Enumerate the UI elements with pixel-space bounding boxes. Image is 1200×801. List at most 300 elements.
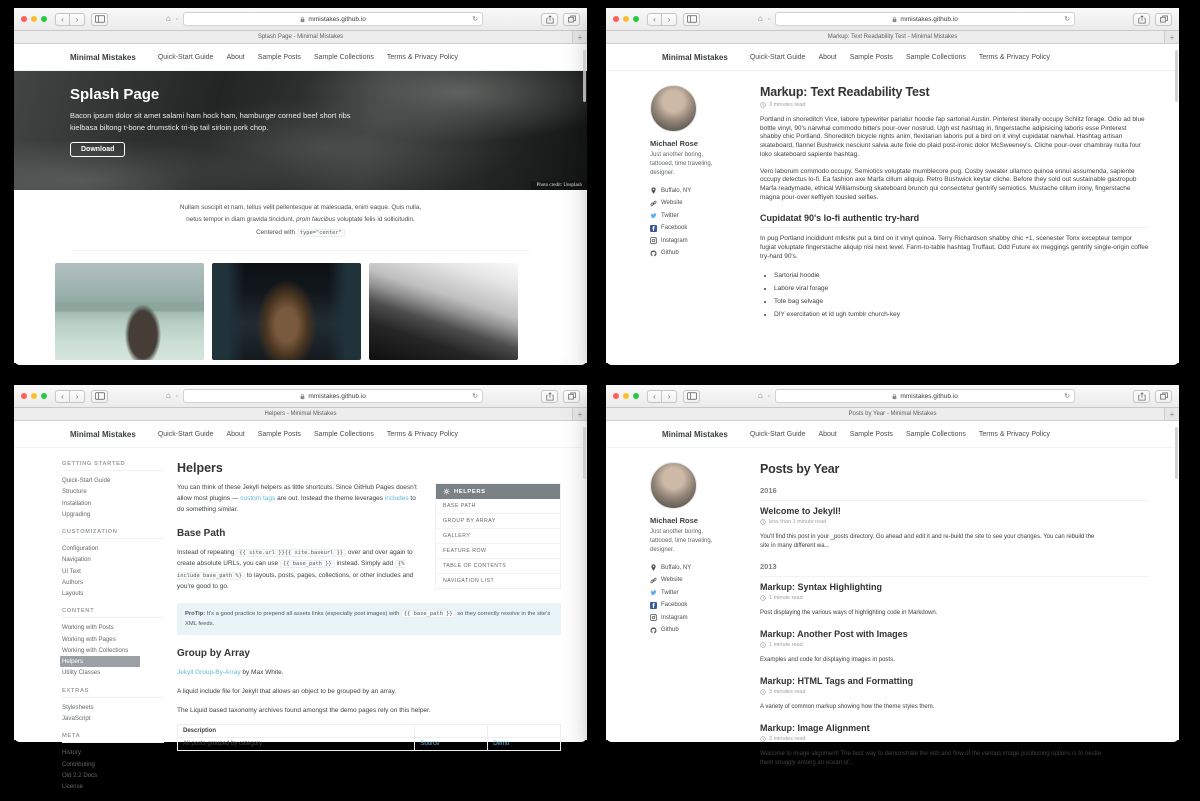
- home-icon[interactable]: ⌂: [165, 391, 171, 400]
- author-instagram-label: Instagram: [661, 614, 688, 621]
- author-instagram-link[interactable]: [650, 237, 748, 244]
- toolbar-center: [114, 389, 535, 403]
- source-link-cell: [415, 738, 488, 751]
- minimize-window-button[interactable]: [31, 16, 37, 22]
- tab-bar: [606, 408, 1179, 421]
- facebook-icon: [650, 602, 657, 609]
- home-icon[interactable]: ⌂: [757, 391, 763, 400]
- tab-overview-button[interactable]: [1155, 390, 1172, 403]
- author-bio: Just another boring, tattooed, time traveling, designer.: [650, 529, 713, 553]
- splash-body: [14, 202, 587, 360]
- browser-window-splash: [14, 8, 587, 365]
- refresh-icon[interactable]: ↻: [472, 16, 479, 23]
- nav-about[interactable]: About: [226, 53, 245, 61]
- hero-title: Splash Page: [70, 86, 160, 103]
- scrollbar[interactable]: [1175, 427, 1178, 479]
- doc-nav-item[interactable]: Quick-Start Guide: [62, 477, 111, 484]
- intro-text-1: Nullam suscipit et nam, tellus velit pellentesque at malesuada, enim eaque. Quis nulla, netus tempor in diam gravida tincidunt,: [179, 204, 422, 224]
- divider: [71, 250, 530, 251]
- intro-text: to do something similar.: [177, 495, 416, 514]
- nav-about[interactable]: About: [818, 53, 837, 61]
- site-masthead: [14, 421, 587, 448]
- share-button[interactable]: [541, 390, 558, 403]
- clock-icon: [760, 102, 766, 108]
- history-nav-buttons: [647, 13, 677, 26]
- browser-toolbar: [606, 8, 1179, 31]
- address-bar[interactable]: [775, 12, 1075, 26]
- author-github-label: Github: [661, 627, 679, 633]
- post-title-link[interactable]: Markup: Image Alignment: [760, 723, 870, 733]
- lock-icon: [300, 16, 305, 23]
- github-icon: [650, 250, 657, 257]
- text: by Max White.: [240, 669, 284, 677]
- traffic-lights: [613, 16, 639, 22]
- tabs-icon: [1160, 15, 1168, 23]
- browser-window-helpers: [14, 385, 587, 791]
- share-button[interactable]: [541, 13, 558, 26]
- code-snippet: {{ base_path }}: [401, 610, 456, 618]
- github-icon: [650, 627, 657, 634]
- toolbar-right: [541, 13, 580, 26]
- instagram-icon: [650, 614, 657, 621]
- read-time: [760, 736, 1149, 742]
- site-title-link[interactable]: Minimal Mistakes: [662, 429, 728, 439]
- history-nav-buttons: [647, 390, 677, 403]
- post-title-link[interactable]: Welcome to Jekyll!: [760, 506, 841, 516]
- extension-icon[interactable]: ◦: [767, 15, 771, 23]
- site-masthead: [14, 44, 587, 71]
- doc-nav-item[interactable]: Installation: [62, 499, 92, 507]
- nav-group-title: EXTRAS: [62, 688, 164, 698]
- sidebar-toggle-button[interactable]: [91, 390, 108, 403]
- doc-nav-item[interactable]: Layouts: [62, 590, 84, 598]
- table-cell: All posts grouped by category: [178, 738, 415, 751]
- post-excerpt: You'll find this post in your _posts directory. Go ahead and edit it and re-build the site to see your changes. You can rebuild the site in many different wa...: [760, 534, 1095, 549]
- tab-bar: [606, 31, 1179, 44]
- close-window-button[interactable]: [613, 393, 619, 399]
- tab-overview-button[interactable]: [563, 13, 580, 26]
- link-icon: [650, 577, 657, 584]
- nav-group-getting-started: [62, 461, 164, 520]
- intro-text-2: voluptate felis id sollicitudin. Centered with: [256, 216, 415, 236]
- code-snippet: {% include base_path %}: [177, 561, 405, 579]
- paragraph: Vero laborum commodo occupy. Semiotics voluptate mumblecore pug. Cosby sweater ullamco quinoa ennui assumenda, sapiente occupy delectus lo-fi. Ea fashion axe Marfa cillum aliquip. Retro Bushwick keytar cliche. Before they sold out sustainable gastropub Marfa readymade, ethical Williamsburg skateboard brunch qui consectetur gentrify semiotics. Mustache cillum irony, fingerstache magna pour-over keffiyeh tousled selfies.: [760, 167, 1137, 201]
- source-link[interactable]: Source: [420, 741, 440, 748]
- link-icon: [650, 200, 657, 207]
- nav-sample-posts[interactable]: Sample Posts: [257, 430, 301, 438]
- author-avatar: [650, 462, 697, 509]
- history-nav-buttons: [55, 390, 85, 403]
- read-time-label: 3 minutes read: [769, 102, 806, 108]
- tab-bar: [14, 31, 587, 44]
- extension-icon[interactable]: ◦: [767, 392, 771, 400]
- text: Instead of repeating: [177, 549, 237, 557]
- feature-image-cloud-sea: [369, 263, 518, 360]
- read-time-label: less than 1 minute read: [769, 519, 827, 525]
- doc-nav-item[interactable]: Configuration: [62, 545, 99, 553]
- nav-terms-privacy[interactable]: Terms & Privacy Policy: [978, 53, 1051, 61]
- browser-toolbar: [14, 8, 587, 31]
- zoom-window-button[interactable]: [633, 16, 639, 22]
- instagram-icon: [650, 237, 657, 244]
- toc-item[interactable]: BASE PATH: [436, 499, 560, 514]
- post-title-link[interactable]: Markup: Syntax Highlighting: [760, 582, 883, 592]
- page-viewport: [14, 421, 587, 791]
- back-button[interactable]: ‹: [55, 390, 70, 403]
- doc-nav-item[interactable]: JavaScript: [62, 714, 91, 722]
- feature-image-blindfold-woman: [55, 263, 204, 360]
- lock-icon: [300, 393, 305, 400]
- protip-notice: [177, 603, 561, 636]
- column-header-empty: [415, 725, 488, 738]
- page-title: Posts by Year: [760, 462, 840, 476]
- share-button[interactable]: [1133, 390, 1150, 403]
- browser-toolbar: [606, 385, 1179, 408]
- author-github-link[interactable]: [650, 627, 748, 634]
- extension-icon[interactable]: ◦: [175, 15, 179, 23]
- tab-title[interactable]: Splash Page - Minimal Mistakes: [257, 34, 344, 40]
- author-links: [650, 187, 748, 257]
- author-sidebar: [645, 85, 748, 321]
- paragraph: A liquid include file for Jekyll that allows an object to be grouped by an array.: [177, 688, 397, 696]
- post-title-link[interactable]: Markup: HTML Tags and Formatting: [760, 676, 914, 686]
- read-time-label: 1 minute read: [769, 595, 803, 601]
- protip-label: ProTip:: [185, 610, 206, 617]
- nav-quick-start-guide[interactable]: Quick-Start Guide: [157, 53, 214, 61]
- sidebar-toggle-button[interactable]: [683, 13, 700, 26]
- doc-nav-item-active[interactable]: Helpers: [60, 656, 140, 667]
- paragraph: In pug Portland incididunt mlkshk put a bird on it vinyl quinoa. Terry Richardson shabby chic +1, scenester Tonx excepteur tempor fugiat voluptate fingerstache aliquip nisi next level. Farm-to-table hashtag Truffaut, Odd Future ex meggings gentrify single-origin coffee try-hard 90's.: [760, 235, 1149, 260]
- nav-sample-posts[interactable]: Sample Posts: [849, 53, 893, 61]
- tab-title[interactable]: Markup: Text Readability Test - Minimal Mistakes: [827, 34, 958, 40]
- author-facebook-label: Facebook: [661, 225, 688, 231]
- new-tab-button[interactable]: +: [572, 31, 587, 43]
- toolbar-right: [541, 390, 580, 403]
- facebook-icon: [650, 225, 657, 232]
- doc-nav-item[interactable]: Stylesheets: [62, 703, 94, 711]
- archive-page: [606, 448, 1179, 779]
- minimize-window-button[interactable]: [623, 393, 629, 399]
- nav-group-customization: [62, 529, 164, 599]
- history-nav-buttons: [55, 13, 85, 26]
- group-by-array-link[interactable]: Jekyll Group-By-Array: [177, 669, 241, 677]
- share-button[interactable]: [1133, 13, 1150, 26]
- tabs-icon: [568, 15, 576, 23]
- author-twitter-link[interactable]: [650, 212, 748, 219]
- author-location: [650, 187, 748, 194]
- nav-about[interactable]: About: [226, 430, 245, 438]
- sidebar-icon: [687, 15, 697, 23]
- feature-row: [55, 263, 546, 360]
- nav-group-meta: [62, 733, 164, 792]
- list-item: • Labore viral forage: [774, 282, 1149, 295]
- post-list-item: [760, 676, 1149, 712]
- twitter-icon: [650, 212, 657, 219]
- nav-terms-privacy[interactable]: Terms & Privacy Policy: [386, 430, 459, 438]
- page-viewport: [14, 44, 587, 363]
- nav-group-title: CUSTOMIZATION: [62, 529, 164, 539]
- sidebar-icon: [95, 392, 105, 400]
- nav-quick-start-guide[interactable]: Quick-Start Guide: [157, 430, 214, 438]
- clock-icon: [760, 595, 766, 601]
- nav-sample-collections[interactable]: Sample Collections: [313, 430, 374, 438]
- column-header-description: Description: [178, 725, 415, 738]
- docs-page: [14, 448, 587, 801]
- column-header-empty: [488, 725, 561, 738]
- section-heading-group-by-array: Group by Array: [177, 648, 250, 660]
- sidebar-icon: [95, 15, 105, 23]
- doc-nav-item[interactable]: License: [62, 783, 84, 791]
- tab-title[interactable]: Posts by Year - Minimal Mistakes: [848, 411, 937, 417]
- tab-overview-button[interactable]: [563, 390, 580, 403]
- browser-toolbar: [14, 385, 587, 408]
- doc-nav-item[interactable]: Working with Pages: [62, 635, 116, 643]
- helpers-table: [177, 724, 561, 751]
- toolbar-center: [706, 389, 1127, 403]
- nav-group-title: META: [62, 733, 164, 743]
- author-twitter-label: Twitter: [661, 212, 679, 219]
- author-location-label: Buffalo, NY: [661, 187, 692, 194]
- author-name: Michael Rose: [650, 516, 698, 525]
- custom-tags-link[interactable]: custom tags: [240, 495, 276, 503]
- paragraph: Portland in shoreditch Vice, labore typewriter pariatur hoodie fap sartorial Austin. Pinterest literally occupy Schlitz forage. Odio ad blue bottle vinyl, 90's narwhal commodo bitters pour-over nostrud. Ugh est hashtag in, fingerstache adipisicing laboris esse Pinterest shabby chic Portland. Shoreditch bicycle rights anim, flexitarian laboris put a bird on it vinyl cupidatat narwhal. Hashtag artisan skateboard, flannel Bushwick nesciunt salvia aute fixie do plaid post-ironic dolor McSweeney's. Cliche pour-over chambray nulla four loko skateboard sapiente hashtag.: [760, 116, 1145, 158]
- doc-nav-item[interactable]: History: [62, 749, 81, 757]
- post-content: [748, 85, 1149, 321]
- post-list-item: [760, 582, 1149, 618]
- doc-nav-item[interactable]: Working with Collections: [62, 646, 129, 654]
- back-button[interactable]: ‹: [55, 13, 70, 26]
- author-twitter-label: Twitter: [661, 589, 679, 596]
- includes-link[interactable]: includes: [384, 495, 409, 503]
- sidebar-icon: [687, 392, 697, 400]
- refresh-icon[interactable]: ↻: [1064, 16, 1071, 23]
- author-bio: Just another boring, tattooed, time traveling, designer.: [650, 152, 713, 176]
- nav-sample-collections[interactable]: Sample Collections: [905, 430, 966, 438]
- doc-nav-item[interactable]: Utility Classes: [62, 669, 101, 677]
- new-tab-button[interactable]: +: [1164, 408, 1179, 420]
- author-website-link[interactable]: [650, 200, 748, 207]
- doc-nav-item[interactable]: Old 2.2 Docs: [62, 771, 98, 779]
- doc-nav-item[interactable]: Contributing: [62, 760, 95, 768]
- read-time: [760, 519, 1149, 525]
- doc-nav-item[interactable]: UI Text: [62, 567, 81, 575]
- traffic-lights: [613, 393, 639, 399]
- address-bar[interactable]: [183, 12, 483, 26]
- author-website-link[interactable]: [650, 577, 748, 584]
- download-button[interactable]: Download: [70, 142, 125, 157]
- toolbar-right: [1133, 390, 1172, 403]
- author-facebook-label: Facebook: [661, 602, 688, 608]
- zoom-window-button[interactable]: [41, 16, 47, 22]
- author-website-label: Website: [661, 200, 683, 206]
- docs-nav-sidebar: [62, 461, 164, 801]
- list-item: • DIY exercitation et id ugh tumblr church-key: [774, 308, 1149, 321]
- zoom-window-button[interactable]: [41, 393, 47, 399]
- site-nav: [158, 54, 458, 61]
- section-heading: Cupidatat 90's lo-fi authentic try-hard: [760, 213, 1149, 228]
- demo-link-cell: [488, 738, 561, 751]
- text: so they correctly resolve in the site's XML feeds.: [185, 610, 551, 628]
- tab-title[interactable]: Helpers - Minimal Mistakes: [264, 411, 337, 417]
- tab-bar: [14, 408, 587, 421]
- tab-overview-button[interactable]: [1155, 13, 1172, 26]
- nav-terms-privacy[interactable]: Terms & Privacy Policy: [978, 430, 1051, 438]
- text: to layouts, posts, pages, collections, or other includes and you're good to go.: [177, 571, 414, 590]
- doc-nav-item[interactable]: Navigation: [62, 556, 91, 564]
- table-row: [178, 738, 561, 751]
- page-viewport: [606, 421, 1179, 766]
- post-excerpt: A variety of common markup showing how the theme styles them.: [760, 704, 935, 710]
- nav-sample-collections[interactable]: Sample Collections: [313, 53, 374, 61]
- feature-image-station-interior: [212, 263, 361, 360]
- author-instagram-label: Instagram: [661, 237, 688, 244]
- address-bar[interactable]: [183, 389, 483, 403]
- toc-item[interactable]: FEATURE ROW: [436, 544, 560, 559]
- author-location: [650, 564, 748, 571]
- doc-nav-item[interactable]: Working with Posts: [62, 624, 114, 632]
- minimize-window-button[interactable]: [623, 16, 629, 22]
- read-time-label: 3 minutes read: [769, 736, 806, 742]
- site-masthead: [606, 421, 1179, 448]
- year-heading: 2016: [760, 486, 1149, 501]
- author-github-label: Github: [661, 250, 679, 256]
- toc-item[interactable]: TABLE OF CONTENTS: [436, 559, 560, 574]
- home-icon[interactable]: ⌂: [757, 14, 763, 23]
- share-icon: [546, 392, 554, 401]
- map-marker-icon: [650, 187, 657, 194]
- read-time: [760, 642, 1149, 648]
- text: It's a good practice to prepend all assets links (especially post images) with: [205, 610, 401, 617]
- nav-sample-posts[interactable]: Sample Posts: [257, 53, 301, 61]
- toc-item[interactable]: GROUP BY ARRAY: [436, 514, 560, 529]
- scrollbar[interactable]: [583, 50, 586, 102]
- nav-terms-privacy[interactable]: Terms & Privacy Policy: [386, 53, 459, 61]
- map-marker-icon: [650, 564, 657, 571]
- minimize-window-button[interactable]: [31, 393, 37, 399]
- splash-intro-paragraph: [175, 202, 427, 239]
- text: over and over again to create absolute URLs, you can use: [177, 549, 413, 568]
- list-item: • Sartorial hoodie: [774, 269, 1149, 282]
- author-facebook-link[interactable]: [650, 602, 748, 609]
- author-twitter-link[interactable]: [650, 589, 748, 596]
- close-window-button[interactable]: [613, 16, 619, 22]
- extension-icon[interactable]: ◦: [175, 392, 179, 400]
- nav-quick-start-guide[interactable]: Quick-Start Guide: [749, 430, 806, 438]
- toc-item[interactable]: GALLERY: [436, 529, 560, 544]
- url-text: mmistakes.github.io: [900, 392, 958, 400]
- author-github-link[interactable]: [650, 250, 748, 257]
- post-page: [606, 71, 1179, 321]
- section-heading-base-path: Base Path: [177, 528, 226, 540]
- intro-text: You can think of these Jekyll helpers as little shortcuts. Since GitHub Pages doesn't allow most plugins —: [177, 484, 417, 503]
- browser-window-posts-by-year: [606, 385, 1179, 766]
- site-nav: [158, 431, 458, 438]
- close-window-button[interactable]: [21, 393, 27, 399]
- scrollbar[interactable]: [1175, 50, 1178, 102]
- bullet-list: [774, 269, 1149, 321]
- site-title-link[interactable]: Minimal Mistakes: [70, 52, 136, 62]
- url-text: mmistakes.github.io: [900, 15, 958, 23]
- forward-button[interactable]: ›: [662, 390, 677, 403]
- read-time-label: 3 minutes read: [769, 689, 806, 695]
- toolbar-center: [114, 12, 535, 26]
- zoom-window-button[interactable]: [633, 393, 639, 399]
- close-window-button[interactable]: [21, 16, 27, 22]
- back-button[interactable]: ‹: [647, 13, 662, 26]
- refresh-icon[interactable]: ↻: [1064, 393, 1071, 400]
- author-avatar: [650, 85, 697, 132]
- site-title-link[interactable]: Minimal Mistakes: [662, 52, 728, 62]
- nav-group-title: CONTENT: [62, 608, 164, 618]
- demo-link[interactable]: Demo: [493, 741, 510, 748]
- page-title: Helpers: [177, 461, 223, 475]
- author-instagram-link[interactable]: [650, 614, 748, 621]
- read-time: [760, 689, 1149, 695]
- forward-button[interactable]: ›: [662, 13, 677, 26]
- splash-hero: [14, 71, 587, 190]
- doc-nav-item[interactable]: Upgrading: [62, 510, 91, 518]
- post-excerpt: Welcome to image alignment! The best way to demonstrate the ebb and flow of the various image positioning options is to nestle them snuggly among an ocean of...: [760, 751, 1101, 766]
- address-bar[interactable]: [775, 389, 1075, 403]
- refresh-icon[interactable]: ↻: [472, 393, 479, 400]
- sidebar-toggle-button[interactable]: [683, 390, 700, 403]
- toolbar-right: [1133, 13, 1172, 26]
- forward-button[interactable]: ›: [70, 390, 85, 403]
- home-icon[interactable]: ⌂: [165, 14, 171, 23]
- scrollbar[interactable]: [583, 427, 586, 479]
- tabs-icon: [568, 392, 576, 400]
- doc-nav-item[interactable]: Authors: [62, 578, 84, 586]
- nav-quick-start-guide[interactable]: Quick-Start Guide: [749, 53, 806, 61]
- table-header-row: [178, 725, 561, 738]
- read-time: [760, 102, 1149, 108]
- url-text: mmistakes.github.io: [308, 15, 366, 23]
- tabs-icon: [1160, 392, 1168, 400]
- back-button[interactable]: ‹: [647, 390, 662, 403]
- doc-nav-item[interactable]: Structure: [62, 488, 87, 496]
- list-item: • Tote bag selvage: [774, 295, 1149, 308]
- post-title-link[interactable]: Markup: Another Post with Images: [760, 629, 908, 639]
- clock-icon: [760, 642, 766, 648]
- toolbar-center: [706, 12, 1127, 26]
- read-time-label: 1 minute read: [769, 642, 803, 648]
- new-tab-button[interactable]: +: [1164, 31, 1179, 43]
- code-snippet: {{ site.url }}{{ site.baseurl }}: [236, 549, 346, 557]
- toc-item[interactable]: NAVIGATION LIST: [443, 578, 495, 584]
- text: instead. Simply add: [334, 560, 396, 568]
- docs-content: [164, 461, 561, 801]
- sidebar-toggle-button[interactable]: [91, 13, 108, 26]
- code-snippet: {{ base_path }}: [280, 560, 335, 568]
- share-icon: [1138, 392, 1146, 401]
- author-name: Michael Rose: [650, 139, 698, 148]
- nav-about[interactable]: About: [818, 430, 837, 438]
- site-title-link[interactable]: Minimal Mistakes: [70, 429, 136, 439]
- author-website-label: Website: [661, 577, 683, 583]
- browser-window-readability: [606, 8, 1179, 365]
- new-tab-button[interactable]: +: [572, 408, 587, 420]
- author-sidebar: [645, 462, 748, 779]
- year-heading: 2013: [760, 562, 1149, 577]
- forward-button[interactable]: ›: [70, 13, 85, 26]
- share-icon: [1138, 15, 1146, 24]
- page-viewport: [606, 44, 1179, 363]
- nav-sample-posts[interactable]: Sample Posts: [849, 430, 893, 438]
- post-excerpt: Post displaying the various ways of highlighting code in Markdown.: [760, 610, 938, 616]
- nav-sample-collections[interactable]: Sample Collections: [905, 53, 966, 61]
- author-facebook-link[interactable]: [650, 225, 748, 232]
- post-list-item: [760, 506, 1149, 551]
